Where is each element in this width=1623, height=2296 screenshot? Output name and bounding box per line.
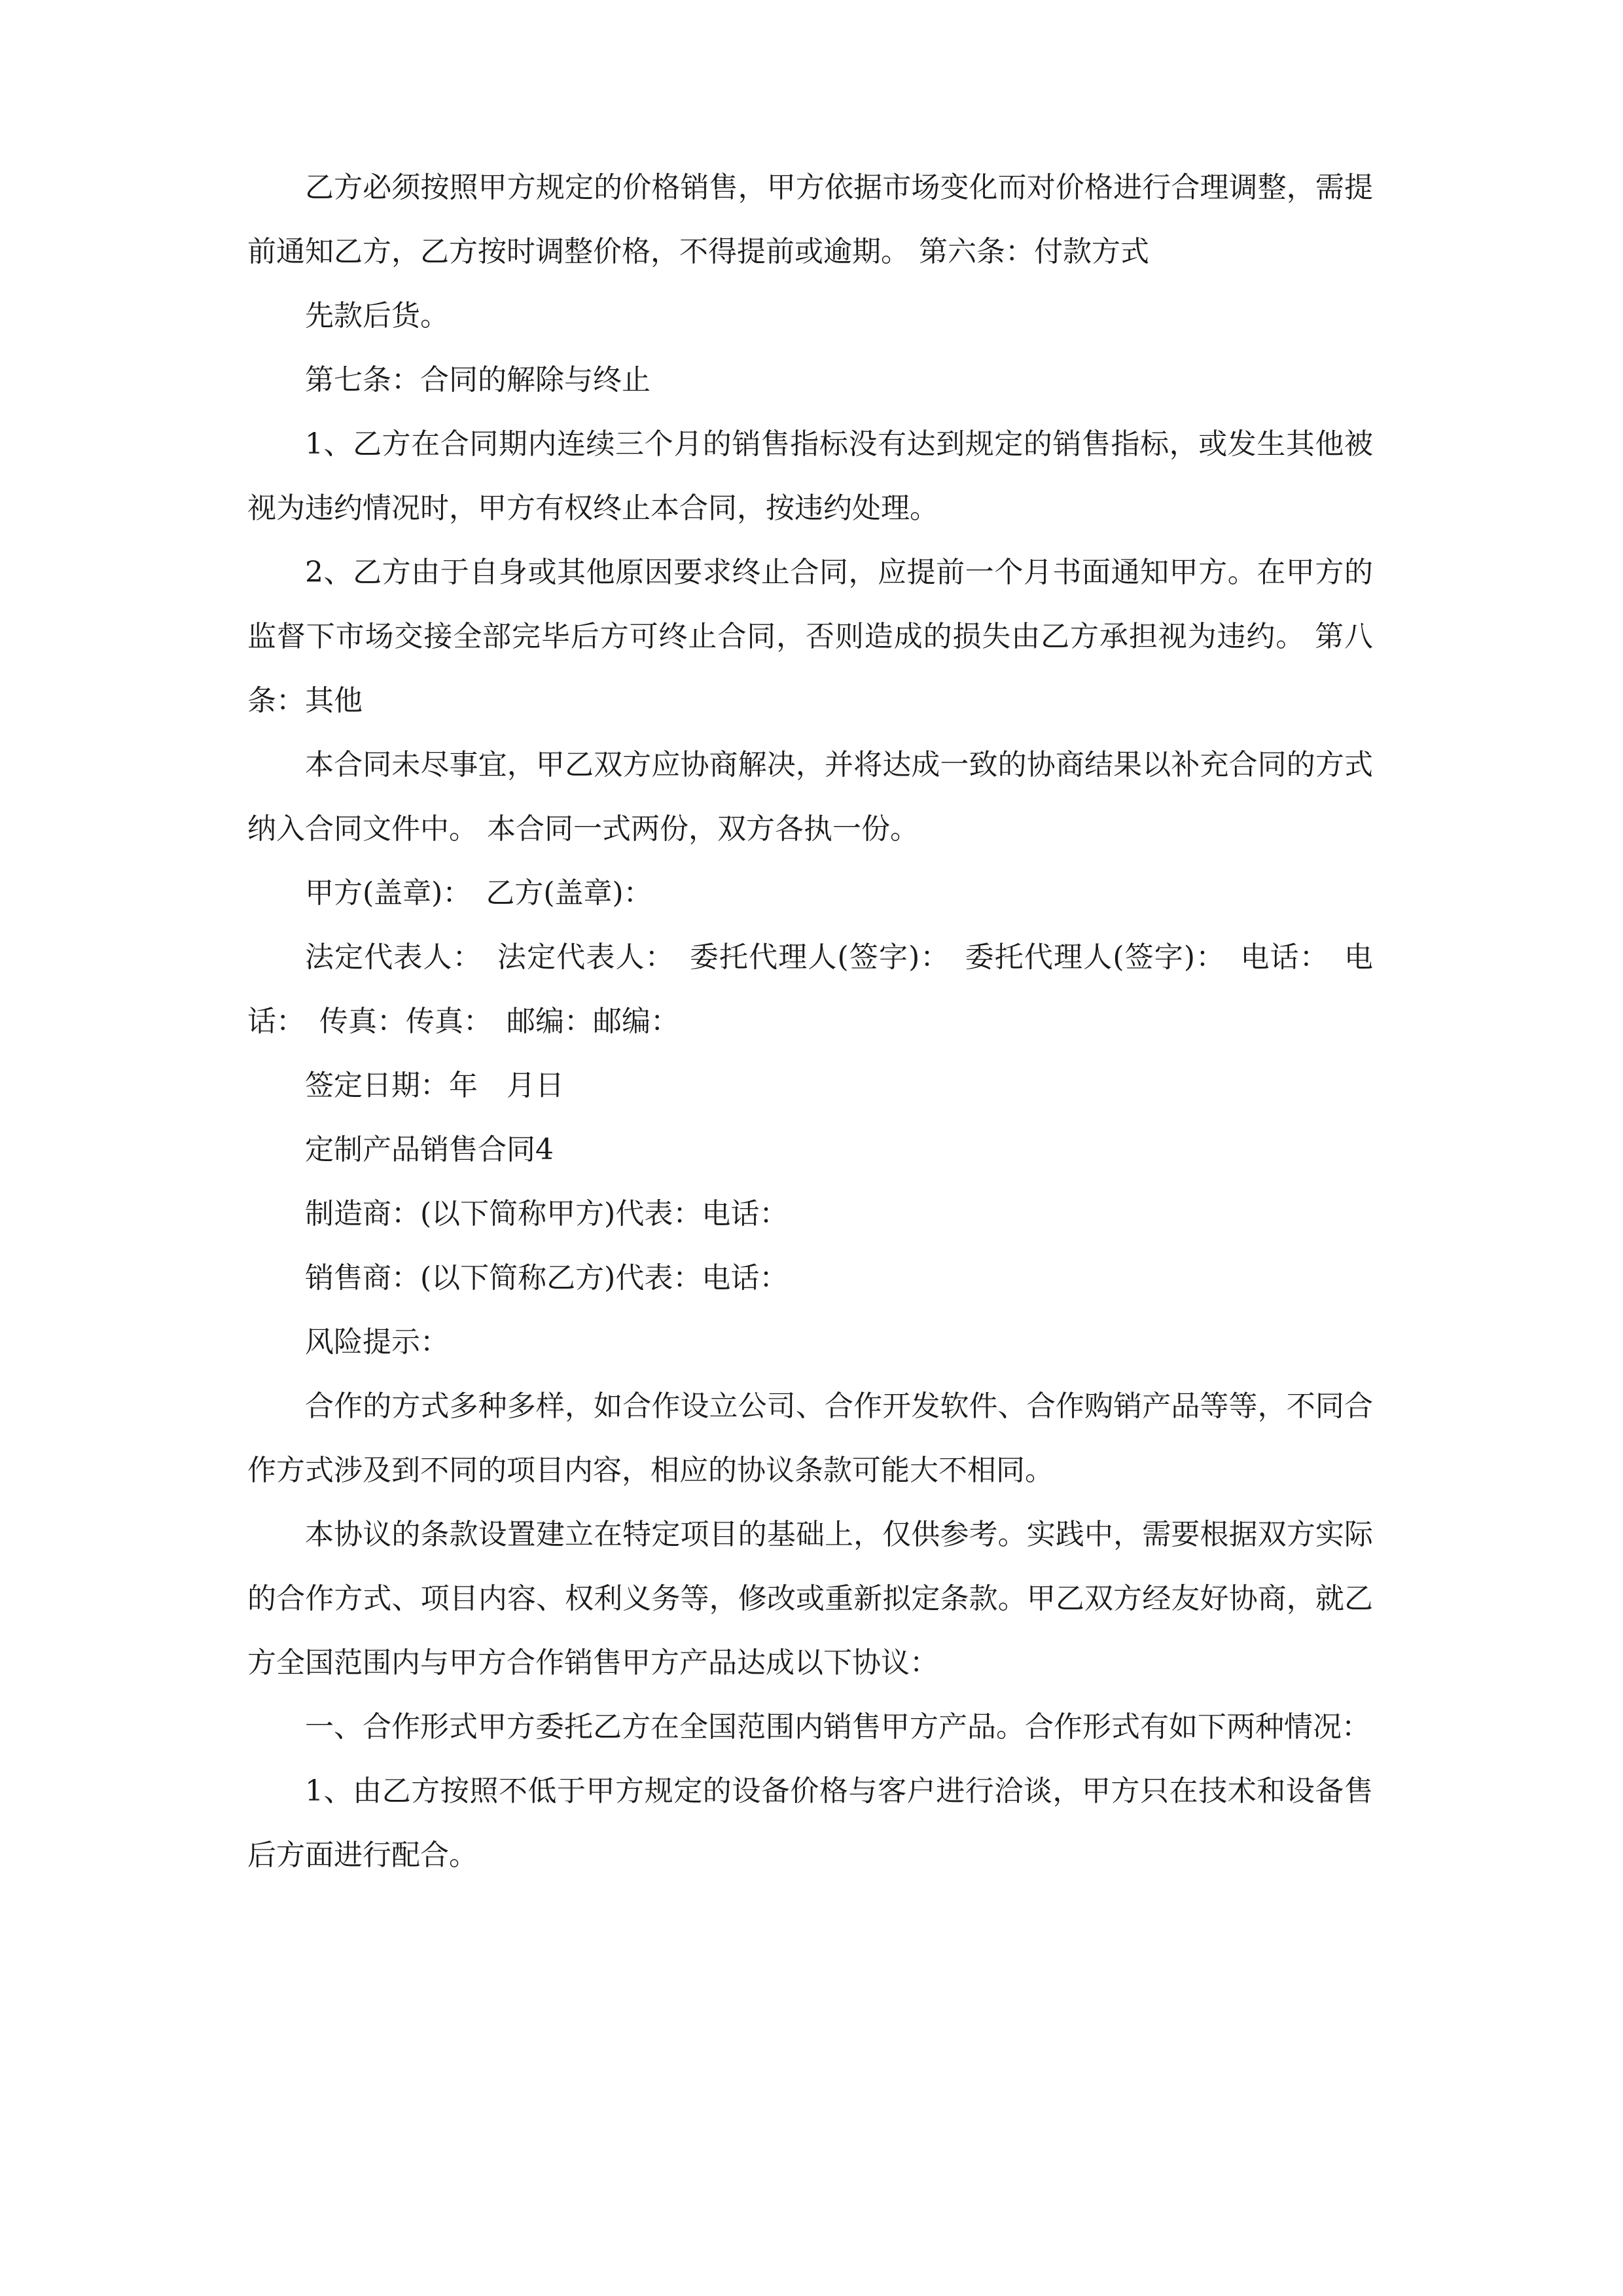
- paragraph-risk-1: 合作的方式多种多样，如合作设立公司、合作开发软件、合作购销产品等等，不同合作方式涉及到不同的项目内容，相应的协议条款可能大不相同。: [247, 1390, 1373, 1487]
- risk-notice-heading: 风险提示：: [305, 1325, 449, 1359]
- paragraph-cooperation-form: 一、合作形式甲方委托乙方在全国范围内销售甲方产品。合作形式有如下两种情况：: [305, 1710, 1370, 1744]
- article-seven-heading: 第七条：合同的解除与终止: [305, 363, 651, 397]
- contract-title: 定制产品销售合同4: [305, 1133, 554, 1166]
- paragraph-party-seals: 甲方(盖章)： 乙方(盖章)：: [305, 876, 652, 910]
- paragraph-other-matters: 本合同未尽事宜，甲乙双方应协商解决，并将达成一致的协商结果以补充合同的方式纳入合同文件中。 本合同一式两份，双方各执一份。: [247, 748, 1373, 846]
- paragraph-cooperation-1: 1、由乙方按照不低于甲方规定的设备价格与客户进行洽谈，甲方只在技术和设备售后方面进行配合。: [247, 1774, 1373, 1872]
- paragraph-payment-method: 先款后货。: [305, 299, 449, 332]
- paragraph-manufacturer: 制造商：(以下简称甲方)代表：电话：: [305, 1197, 789, 1230]
- paragraph-representatives: 法定代表人： 法定代表人： 委托代理人(签字)： 委托代理人(签字)： 电话： 电话： 传真：传真： 邮编：邮编：: [247, 941, 1373, 1038]
- paragraph-termination-1: 1、乙方在合同期内连续三个月的销售指标没有达到规定的销售指标，或发生其他被视为违约情况时，甲方有权终止本合同，按违约处理。: [247, 427, 1373, 525]
- paragraph-pricing-clause: 乙方必须按照甲方规定的价格销售，甲方依据市场变化而对价格进行合理调整，需提前通知乙方，乙方按时调整价格，不得提前或逾期。 第六条：付款方式: [247, 171, 1373, 268]
- document-body: [247, 156, 1373, 1888]
- paragraph-seller: 销售商：(以下简称乙方)代表：电话：: [305, 1261, 789, 1295]
- paragraph-termination-2: 2、乙方由于自身或其他原因要求终止合同，应提前一个月书面通知甲方。在甲方的监督下市场交接全部完毕后方可终止合同，否则造成的损失由乙方承担视为违约。 第八条：其他: [247, 556, 1373, 717]
- paragraph-risk-2: 本协议的条款设置建立在特定项目的基础上，仅供参考。实践中，需要根据双方实际的合作方式、项目内容、权利义务等，修改或重新拟定条款。甲乙双方经友好协商，就乙方全国范围内与甲方合作销售甲方产品达成以下协议：: [247, 1518, 1373, 1679]
- paragraph-sign-date: 签定日期：年 月日: [305, 1069, 564, 1102]
